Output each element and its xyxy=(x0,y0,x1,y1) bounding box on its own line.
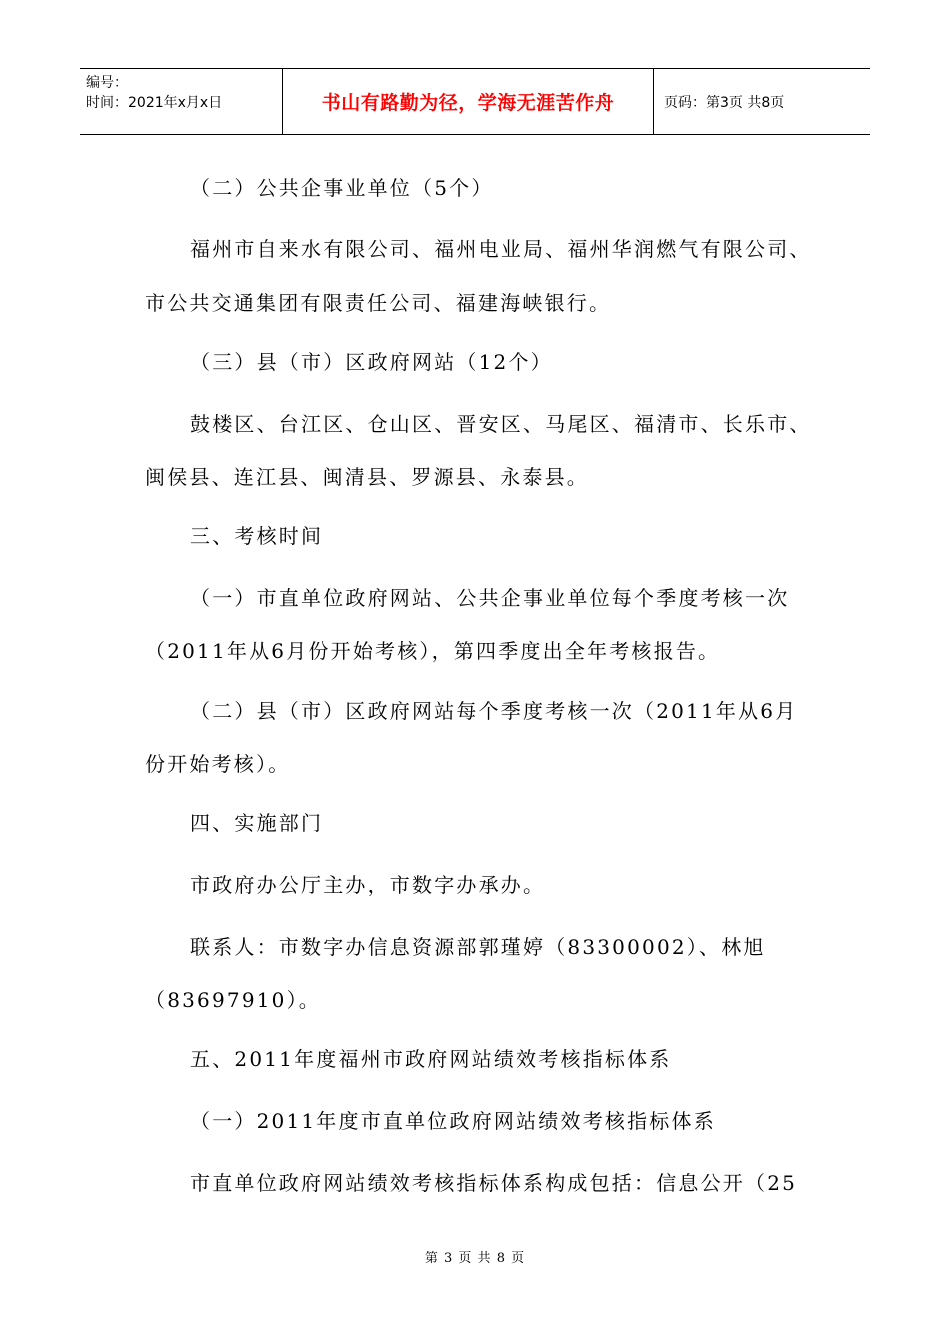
paragraph-line: （2011年从6月份开始考核），第四季度出全年考核报告。 xyxy=(145,639,721,663)
header-motto-cell xyxy=(282,69,654,134)
header-meta xyxy=(80,69,282,134)
document-number: 编号： xyxy=(86,75,128,91)
paragraph-line: 闽侯县、连江县、闽清县、罗源县、永泰县。 xyxy=(145,465,589,489)
motto: 书山有路勤为径，学海无涯苦作舟 xyxy=(321,92,615,114)
paragraph-line: 市政府办公厅主办，市数字办承办。 xyxy=(190,873,546,897)
heading-public-enterprises: （二）公共企事业单位（5个） xyxy=(190,176,494,200)
section-heading-assessment-time: 三、考核时间 xyxy=(190,524,324,548)
paragraph-line: 福州市自来水有限公司、福州电业局、福州华润燃气有限公司、 xyxy=(190,237,812,261)
document-time: 时间：2021年x月x日 xyxy=(86,95,223,111)
page-header xyxy=(80,68,870,135)
paragraph-line: （83697910）。 xyxy=(145,988,321,1012)
paragraph-line: （一）市直单位政府网站、公共企事业单位每个季度考核一次 xyxy=(190,586,790,610)
subheading-municipal-index: （一）2011年度市直单位政府网站绩效考核指标体系 xyxy=(190,1109,716,1133)
paragraph-line: 份开始考核）。 xyxy=(145,752,291,776)
page-code: 页码：第3页 共8页 xyxy=(664,94,785,111)
header-page-code-cell xyxy=(654,69,870,134)
paragraph-line: 鼓楼区、台江区、仓山区、晋安区、马尾区、福清市、长乐市、 xyxy=(190,412,812,436)
page-footer: 第 3 页 共 8 页 xyxy=(424,1251,526,1266)
paragraph-line-contact: 联系人：市数字办信息资源部郭瑾婷（83300002）、林旭 xyxy=(190,935,766,959)
paragraph-line: （二）县（市）区政府网站每个季度考核一次（2011年从6月 xyxy=(190,699,798,723)
paragraph-line: 市直单位政府网站绩效考核指标体系构成包括：信息公开（25 xyxy=(190,1171,798,1195)
heading-county-sites: （三）县（市）区政府网站（12个） xyxy=(190,350,553,374)
paragraph-line: 市公共交通集团有限责任公司、福建海峡银行。 xyxy=(145,291,612,315)
section-heading-index-system: 五、2011年度福州市政府网站绩效考核指标体系 xyxy=(190,1047,672,1071)
section-heading-implementation: 四、实施部门 xyxy=(190,811,324,835)
